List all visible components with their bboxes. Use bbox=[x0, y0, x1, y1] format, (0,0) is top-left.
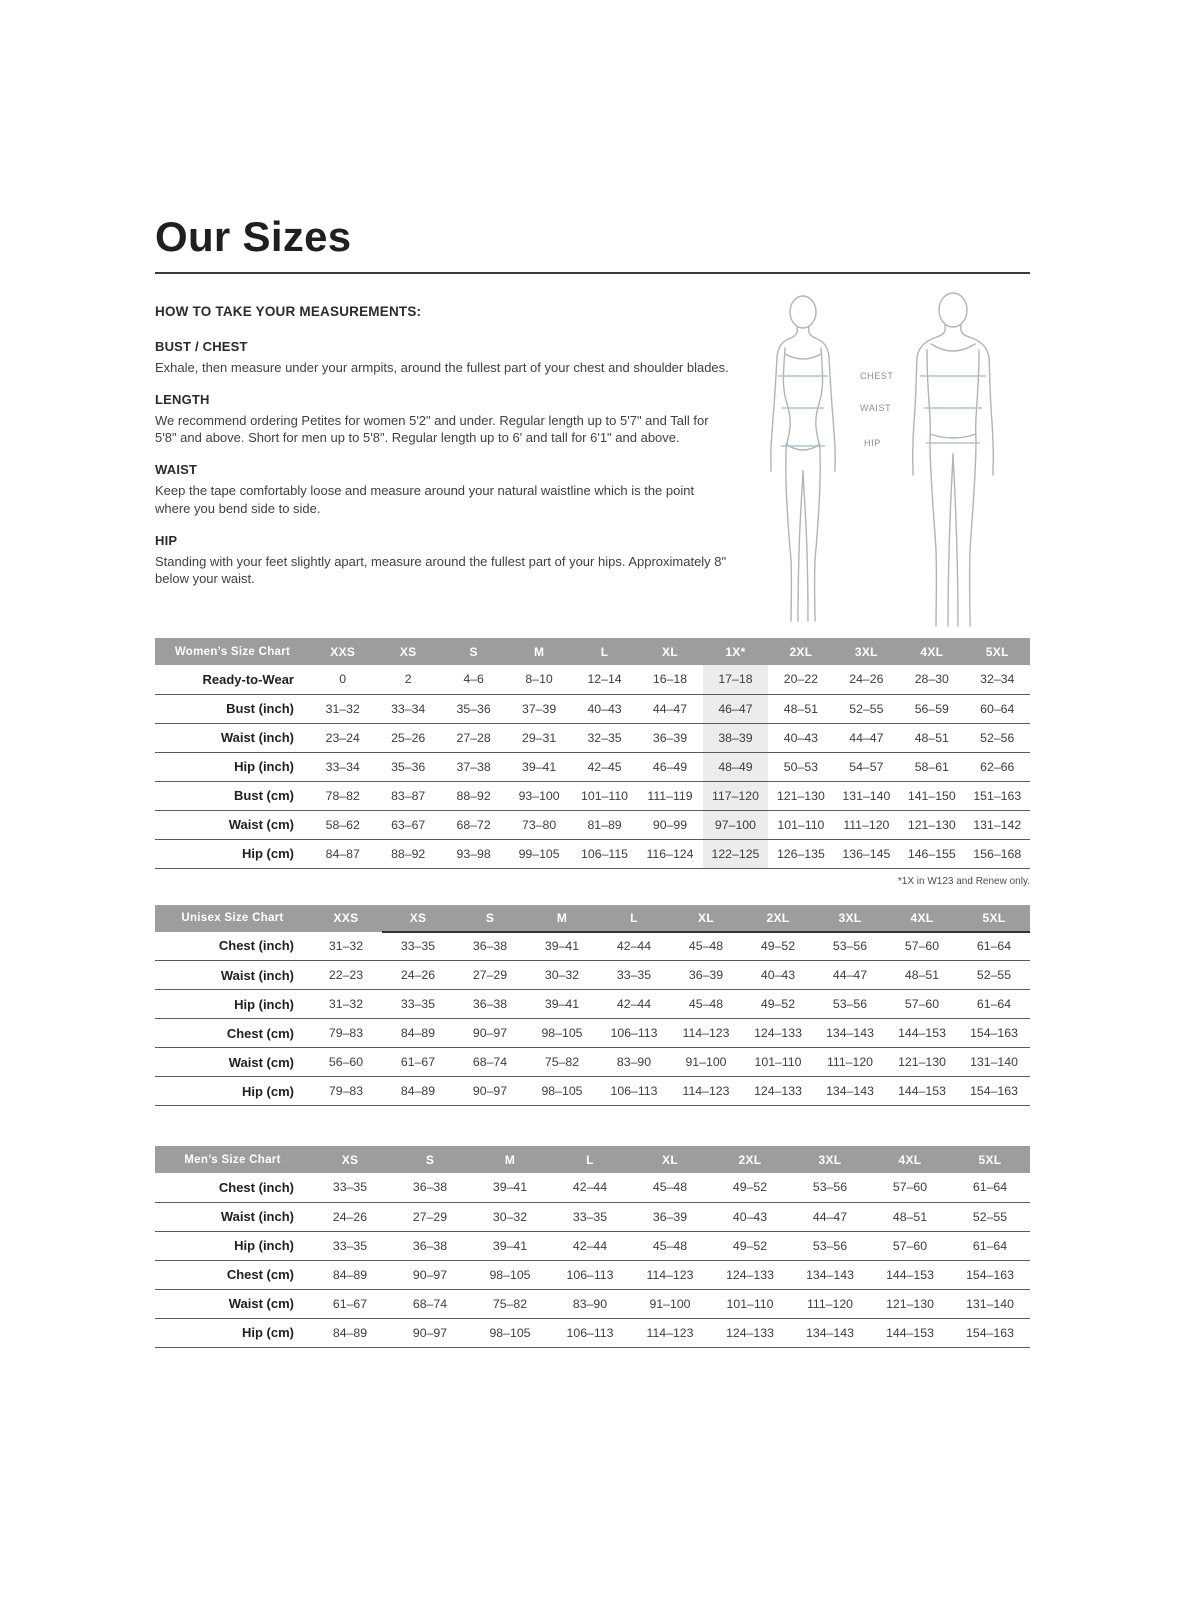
size-cell: 68–74 bbox=[454, 1048, 526, 1077]
row-label: Hip (cm) bbox=[155, 1077, 310, 1106]
size-cell: 46–47 bbox=[703, 694, 768, 723]
size-cell: 84–89 bbox=[310, 1318, 390, 1347]
size-cell: 40–43 bbox=[742, 961, 814, 990]
size-cell: 101–110 bbox=[742, 1048, 814, 1077]
size-cell: 31–32 bbox=[310, 694, 375, 723]
unisex-size-chart-section bbox=[155, 905, 1030, 1107]
section-hip bbox=[155, 533, 730, 587]
row-label: Chest (cm) bbox=[155, 1019, 310, 1048]
size-cell: 122–125 bbox=[703, 839, 768, 868]
size-cell: 144–153 bbox=[870, 1318, 950, 1347]
size-cell: 68–72 bbox=[441, 810, 506, 839]
column-header-xl: XL bbox=[630, 1146, 710, 1173]
page-title: Our Sizes bbox=[155, 213, 352, 260]
size-cell: 44–47 bbox=[637, 694, 702, 723]
size-cell: 124–133 bbox=[742, 1019, 814, 1048]
size-cell: 52–55 bbox=[958, 961, 1030, 990]
size-cell: 90–97 bbox=[454, 1077, 526, 1106]
size-cell: 44–47 bbox=[814, 961, 886, 990]
size-cell: 39–41 bbox=[526, 990, 598, 1019]
size-cell: 58–62 bbox=[310, 810, 375, 839]
size-cell: 97–100 bbox=[703, 810, 768, 839]
size-cell: 84–87 bbox=[310, 839, 375, 868]
table-row bbox=[155, 1318, 1030, 1347]
size-cell: 114–123 bbox=[670, 1077, 742, 1106]
size-cell: 144–153 bbox=[886, 1019, 958, 1048]
column-header-xs: XS bbox=[375, 638, 440, 665]
table-row bbox=[155, 932, 1030, 961]
row-label: Hip (inch) bbox=[155, 752, 310, 781]
table-row bbox=[155, 1019, 1030, 1048]
size-cell: 52–55 bbox=[834, 694, 899, 723]
size-cell: 88–92 bbox=[441, 781, 506, 810]
size-cell: 154–163 bbox=[950, 1318, 1030, 1347]
column-header-1x: 1X* bbox=[703, 638, 768, 665]
size-cell: 131–140 bbox=[834, 781, 899, 810]
column-header-2xl: 2XL bbox=[768, 638, 833, 665]
size-cell: 90–97 bbox=[390, 1260, 470, 1289]
size-cell: 29–31 bbox=[506, 723, 571, 752]
column-header-xs: XS bbox=[310, 1146, 390, 1173]
size-cell: 57–60 bbox=[870, 1231, 950, 1260]
size-cell: 52–56 bbox=[965, 723, 1030, 752]
size-cell: 32–35 bbox=[572, 723, 637, 752]
row-label: Waist (inch) bbox=[155, 723, 310, 752]
bust-chest-body: Exhale, then measure under your armpits, around the fullest part of your chest and shoulder blades. bbox=[155, 360, 729, 375]
size-cell: 61–64 bbox=[958, 990, 1030, 1019]
size-cell: 79–83 bbox=[310, 1077, 382, 1106]
size-cell: 54–57 bbox=[834, 752, 899, 781]
size-cell: 121–130 bbox=[886, 1048, 958, 1077]
measurements-section bbox=[155, 304, 1030, 628]
column-header-5xl: 5XL bbox=[965, 638, 1030, 665]
size-cell: 90–97 bbox=[390, 1318, 470, 1347]
table-row bbox=[155, 1173, 1030, 1202]
size-cell: 90–97 bbox=[454, 1019, 526, 1048]
section-waist bbox=[155, 462, 730, 516]
column-header-s: S bbox=[441, 638, 506, 665]
table-header-row bbox=[155, 1146, 1030, 1173]
size-cell: 111–120 bbox=[834, 810, 899, 839]
women-size-table bbox=[155, 638, 1030, 869]
title-divider bbox=[155, 272, 1030, 274]
size-cell: 2 bbox=[375, 665, 440, 694]
column-header-3xl: 3XL bbox=[814, 905, 886, 932]
row-label: Chest (inch) bbox=[155, 1173, 310, 1202]
length-body: We recommend ordering Petites for women 5'2" and under. Regular length up to 5'7" and Tall for 5'8" and above. Short for men up to 5'8". Regular length up to 6' and tall for 6'1" and above. bbox=[155, 413, 709, 446]
table-row bbox=[155, 1202, 1030, 1231]
size-charts bbox=[155, 638, 1030, 1348]
column-header-2xl: 2XL bbox=[742, 905, 814, 932]
size-cell: 134–143 bbox=[790, 1318, 870, 1347]
column-header-s: S bbox=[454, 905, 526, 932]
size-cell: 56–59 bbox=[899, 694, 964, 723]
size-cell: 114–123 bbox=[630, 1318, 710, 1347]
size-cell: 22–23 bbox=[310, 961, 382, 990]
table-row bbox=[155, 1260, 1030, 1289]
column-header-m: M bbox=[470, 1146, 550, 1173]
female-measurement-lines bbox=[778, 376, 828, 446]
size-cell: 36–38 bbox=[390, 1231, 470, 1260]
size-cell: 37–38 bbox=[441, 752, 506, 781]
size-cell: 42–45 bbox=[572, 752, 637, 781]
section-bust-chest bbox=[155, 339, 730, 376]
size-cell: 12–14 bbox=[572, 665, 637, 694]
size-cell: 45–48 bbox=[670, 932, 742, 961]
size-cell: 36–39 bbox=[630, 1202, 710, 1231]
size-cell: 88–92 bbox=[375, 839, 440, 868]
size-cell: 48–51 bbox=[899, 723, 964, 752]
column-header-s: S bbox=[390, 1146, 470, 1173]
size-cell: 154–163 bbox=[950, 1260, 1030, 1289]
size-cell: 42–44 bbox=[598, 932, 670, 961]
size-cell: 40–43 bbox=[572, 694, 637, 723]
size-cell: 61–67 bbox=[382, 1048, 454, 1077]
column-header-4xl: 4XL bbox=[886, 905, 958, 932]
size-cell: 114–123 bbox=[630, 1260, 710, 1289]
size-cell: 30–32 bbox=[470, 1202, 550, 1231]
size-cell: 131–140 bbox=[958, 1048, 1030, 1077]
size-cell: 57–60 bbox=[870, 1173, 950, 1202]
table-header-row bbox=[155, 638, 1030, 665]
size-cell: 121–130 bbox=[768, 781, 833, 810]
size-cell: 117–120 bbox=[703, 781, 768, 810]
row-label: Waist (cm) bbox=[155, 1289, 310, 1318]
size-cell: 31–32 bbox=[310, 932, 382, 961]
column-header-3xl: 3XL bbox=[834, 638, 899, 665]
size-cell: 57–60 bbox=[886, 990, 958, 1019]
size-cell: 111–120 bbox=[814, 1048, 886, 1077]
size-cell: 56–60 bbox=[310, 1048, 382, 1077]
column-header-5xl: 5XL bbox=[950, 1146, 1030, 1173]
size-cell: 154–163 bbox=[958, 1077, 1030, 1106]
size-cell: 36–39 bbox=[637, 723, 702, 752]
size-cell: 45–48 bbox=[630, 1231, 710, 1260]
size-cell: 134–143 bbox=[814, 1019, 886, 1048]
size-cell: 35–36 bbox=[375, 752, 440, 781]
size-cell: 8–10 bbox=[506, 665, 571, 694]
column-header-xxs: XXS bbox=[310, 905, 382, 932]
size-cell: 27–28 bbox=[441, 723, 506, 752]
size-cell: 99–105 bbox=[506, 839, 571, 868]
size-cell: 48–51 bbox=[768, 694, 833, 723]
row-label: Waist (inch) bbox=[155, 1202, 310, 1231]
size-cell: 154–163 bbox=[958, 1019, 1030, 1048]
size-cell: 124–133 bbox=[742, 1077, 814, 1106]
row-label: Hip (inch) bbox=[155, 990, 310, 1019]
size-cell: 73–80 bbox=[506, 810, 571, 839]
table-row bbox=[155, 752, 1030, 781]
size-cell: 121–130 bbox=[870, 1289, 950, 1318]
row-label: Bust (cm) bbox=[155, 781, 310, 810]
size-cell: 98–105 bbox=[526, 1077, 598, 1106]
size-cell: 84–89 bbox=[382, 1077, 454, 1106]
size-cell: 27–29 bbox=[454, 961, 526, 990]
figure-labels bbox=[860, 371, 894, 448]
size-cell: 61–67 bbox=[310, 1289, 390, 1318]
size-cell: 90–99 bbox=[637, 810, 702, 839]
table-title: Men’s Size Chart bbox=[155, 1146, 310, 1173]
size-cell: 134–143 bbox=[814, 1077, 886, 1106]
size-cell: 98–105 bbox=[470, 1260, 550, 1289]
size-cell: 78–82 bbox=[310, 781, 375, 810]
table-row bbox=[155, 665, 1030, 694]
size-cell: 33–35 bbox=[550, 1202, 630, 1231]
column-header-l: L bbox=[572, 638, 637, 665]
size-cell: 106–113 bbox=[550, 1318, 630, 1347]
row-label: Chest (cm) bbox=[155, 1260, 310, 1289]
column-header-l: L bbox=[598, 905, 670, 932]
unisex-size-table bbox=[155, 905, 1030, 1107]
size-cell: 48–49 bbox=[703, 752, 768, 781]
size-cell: 35–36 bbox=[441, 694, 506, 723]
size-cell: 53–56 bbox=[790, 1231, 870, 1260]
size-cell: 98–105 bbox=[470, 1318, 550, 1347]
size-cell: 91–100 bbox=[670, 1048, 742, 1077]
size-cell: 101–110 bbox=[710, 1289, 790, 1318]
size-cell: 134–143 bbox=[790, 1260, 870, 1289]
size-cell: 33–35 bbox=[310, 1173, 390, 1202]
men-size-table bbox=[155, 1146, 1030, 1348]
body-figures-illustration bbox=[740, 288, 1030, 628]
size-cell: 27–29 bbox=[390, 1202, 470, 1231]
size-cell: 49–52 bbox=[710, 1231, 790, 1260]
men-size-chart-section bbox=[155, 1146, 1030, 1348]
size-cell: 40–43 bbox=[768, 723, 833, 752]
row-label: Hip (cm) bbox=[155, 839, 310, 868]
size-cell: 126–135 bbox=[768, 839, 833, 868]
size-cell: 25–26 bbox=[375, 723, 440, 752]
size-cell: 81–89 bbox=[572, 810, 637, 839]
hip-heading: HIP bbox=[155, 532, 178, 548]
size-cell: 101–110 bbox=[768, 810, 833, 839]
table-row bbox=[155, 781, 1030, 810]
size-cell: 20–22 bbox=[768, 665, 833, 694]
size-cell: 38–39 bbox=[703, 723, 768, 752]
waist-heading: WAIST bbox=[155, 462, 198, 478]
size-cell: 32–34 bbox=[965, 665, 1030, 694]
size-cell: 63–67 bbox=[375, 810, 440, 839]
column-header-xs: XS bbox=[382, 905, 454, 932]
size-cell: 24–26 bbox=[310, 1202, 390, 1231]
column-header-4xl: 4XL bbox=[870, 1146, 950, 1173]
size-cell: 49–52 bbox=[710, 1173, 790, 1202]
size-cell: 45–48 bbox=[670, 990, 742, 1019]
table-header-row bbox=[155, 905, 1030, 932]
column-header-5xl: 5XL bbox=[958, 905, 1030, 932]
size-cell: 75–82 bbox=[526, 1048, 598, 1077]
how-to-heading: HOW TO TAKE YOUR MEASUREMENTS: bbox=[155, 304, 422, 319]
size-cell: 33–34 bbox=[375, 694, 440, 723]
size-cell: 93–98 bbox=[441, 839, 506, 868]
column-header-m: M bbox=[526, 905, 598, 932]
table-row bbox=[155, 1289, 1030, 1318]
size-cell: 52–55 bbox=[950, 1202, 1030, 1231]
row-label: Hip (cm) bbox=[155, 1318, 310, 1347]
table-row bbox=[155, 961, 1030, 990]
size-cell: 36–39 bbox=[670, 961, 742, 990]
women-size-chart-section bbox=[155, 638, 1030, 887]
size-cell: 39–41 bbox=[506, 752, 571, 781]
waist-body: Keep the tape comfortably loose and measure around your natural waistline which is the point where you bend side to side. bbox=[155, 483, 695, 516]
size-cell: 61–64 bbox=[950, 1231, 1030, 1260]
size-cell: 83–87 bbox=[375, 781, 440, 810]
size-cell: 42–44 bbox=[598, 990, 670, 1019]
column-header-l: L bbox=[550, 1146, 630, 1173]
size-cell: 30–32 bbox=[526, 961, 598, 990]
size-cell: 24–26 bbox=[382, 961, 454, 990]
size-cell: 136–145 bbox=[834, 839, 899, 868]
column-header-2xl: 2XL bbox=[710, 1146, 790, 1173]
row-label: Waist (cm) bbox=[155, 1048, 310, 1077]
size-cell: 124–133 bbox=[710, 1318, 790, 1347]
size-cell: 39–41 bbox=[470, 1173, 550, 1202]
size-cell: 37–39 bbox=[506, 694, 571, 723]
size-cell: 98–105 bbox=[526, 1019, 598, 1048]
size-cell: 121–130 bbox=[899, 810, 964, 839]
size-cell: 39–41 bbox=[470, 1231, 550, 1260]
size-cell: 23–24 bbox=[310, 723, 375, 752]
table-row bbox=[155, 723, 1030, 752]
size-cell: 144–153 bbox=[870, 1260, 950, 1289]
size-cell: 62–66 bbox=[965, 752, 1030, 781]
size-cell: 39–41 bbox=[526, 932, 598, 961]
size-cell: 114–123 bbox=[670, 1019, 742, 1048]
size-cell: 49–52 bbox=[742, 932, 814, 961]
male-figure-outline bbox=[913, 293, 994, 626]
length-heading: LENGTH bbox=[155, 392, 210, 408]
size-cell: 0 bbox=[310, 665, 375, 694]
size-cell: 58–61 bbox=[899, 752, 964, 781]
chest-label: CHEST bbox=[860, 371, 894, 381]
size-cell: 46–49 bbox=[637, 752, 702, 781]
size-cell: 131–142 bbox=[965, 810, 1030, 839]
size-cell: 44–47 bbox=[834, 723, 899, 752]
size-cell: 49–52 bbox=[742, 990, 814, 1019]
row-label: Waist (cm) bbox=[155, 810, 310, 839]
size-cell: 61–64 bbox=[950, 1173, 1030, 1202]
size-cell: 33–35 bbox=[382, 932, 454, 961]
table-row bbox=[155, 810, 1030, 839]
size-cell: 57–60 bbox=[886, 932, 958, 961]
table-row bbox=[155, 694, 1030, 723]
size-cell: 101–110 bbox=[572, 781, 637, 810]
size-cell: 45–48 bbox=[630, 1173, 710, 1202]
size-cell: 33–35 bbox=[382, 990, 454, 1019]
size-cell: 61–64 bbox=[958, 932, 1030, 961]
column-header-4xl: 4XL bbox=[899, 638, 964, 665]
measurement-figures bbox=[740, 288, 1030, 628]
column-header-m: M bbox=[506, 638, 571, 665]
size-cell: 33–35 bbox=[310, 1231, 390, 1260]
female-figure-outline bbox=[771, 296, 836, 621]
size-cell: 75–82 bbox=[470, 1289, 550, 1318]
size-cell: 156–168 bbox=[965, 839, 1030, 868]
size-cell: 146–155 bbox=[899, 839, 964, 868]
column-header-3xl: 3XL bbox=[790, 1146, 870, 1173]
size-cell: 48–51 bbox=[886, 961, 958, 990]
row-label: Ready-to-Wear bbox=[155, 665, 310, 694]
bust-chest-heading: BUST / CHEST bbox=[155, 339, 248, 354]
size-cell: 31–32 bbox=[310, 990, 382, 1019]
column-header-xxs: XXS bbox=[310, 638, 375, 665]
size-cell: 60–64 bbox=[965, 694, 1030, 723]
size-cell: 144–153 bbox=[886, 1077, 958, 1106]
size-cell: 40–43 bbox=[710, 1202, 790, 1231]
size-cell: 111–120 bbox=[790, 1289, 870, 1318]
row-label: Hip (inch) bbox=[155, 1231, 310, 1260]
size-cell: 106–113 bbox=[598, 1019, 670, 1048]
size-cell: 33–34 bbox=[310, 752, 375, 781]
size-cell: 53–56 bbox=[814, 932, 886, 961]
table-title: Unisex Size Chart bbox=[155, 905, 310, 932]
size-cell: 42–44 bbox=[550, 1173, 630, 1202]
column-header-xl: XL bbox=[670, 905, 742, 932]
hip-label: HIP bbox=[864, 438, 881, 448]
size-cell: 106–113 bbox=[598, 1077, 670, 1106]
size-cell: 68–74 bbox=[390, 1289, 470, 1318]
size-cell: 79–83 bbox=[310, 1019, 382, 1048]
size-cell: 16–18 bbox=[637, 665, 702, 694]
table-row bbox=[155, 1231, 1030, 1260]
hip-body: Standing with your feet slightly apart, measure around the fullest part of your hips. Approximately 8" below your waist. bbox=[155, 553, 727, 586]
size-cell: 24–26 bbox=[834, 665, 899, 694]
size-cell: 42–44 bbox=[550, 1231, 630, 1260]
size-cell: 83–90 bbox=[598, 1048, 670, 1077]
row-label: Waist (inch) bbox=[155, 961, 310, 990]
measurement-instructions bbox=[155, 304, 730, 628]
size-cell: 84–89 bbox=[382, 1019, 454, 1048]
size-cell: 111–119 bbox=[637, 781, 702, 810]
section-length bbox=[155, 392, 730, 446]
size-cell: 131–140 bbox=[950, 1289, 1030, 1318]
waist-label: WAIST bbox=[860, 403, 892, 413]
table-row bbox=[155, 1077, 1030, 1106]
size-cell: 93–100 bbox=[506, 781, 571, 810]
size-cell: 53–56 bbox=[814, 990, 886, 1019]
table-row bbox=[155, 1048, 1030, 1077]
column-header-xl: XL bbox=[637, 638, 702, 665]
size-cell: 48–51 bbox=[870, 1202, 950, 1231]
size-cell: 124–133 bbox=[710, 1260, 790, 1289]
size-cell: 84–89 bbox=[310, 1260, 390, 1289]
table-row bbox=[155, 990, 1030, 1019]
size-cell: 53–56 bbox=[790, 1173, 870, 1202]
size-cell: 36–38 bbox=[454, 932, 526, 961]
size-cell: 91–100 bbox=[630, 1289, 710, 1318]
size-cell: 36–38 bbox=[390, 1173, 470, 1202]
size-cell: 4–6 bbox=[441, 665, 506, 694]
size-cell: 33–35 bbox=[598, 961, 670, 990]
size-cell: 116–124 bbox=[637, 839, 702, 868]
size-cell: 106–115 bbox=[572, 839, 637, 868]
row-label: Bust (inch) bbox=[155, 694, 310, 723]
size-cell: 36–38 bbox=[454, 990, 526, 1019]
size-cell: 83–90 bbox=[550, 1289, 630, 1318]
women-table-footnote: *1X in W123 and Renew only. bbox=[897, 875, 1030, 887]
size-cell: 17–18 bbox=[703, 665, 768, 694]
size-cell: 106–113 bbox=[550, 1260, 630, 1289]
table-row bbox=[155, 839, 1030, 868]
size-cell: 28–30 bbox=[899, 665, 964, 694]
size-cell: 44–47 bbox=[790, 1202, 870, 1231]
size-cell: 141–150 bbox=[899, 781, 964, 810]
size-cell: 50–53 bbox=[768, 752, 833, 781]
size-cell: 151–163 bbox=[965, 781, 1030, 810]
table-title: Women’s Size Chart bbox=[155, 638, 310, 665]
row-label: Chest (inch) bbox=[155, 932, 310, 961]
